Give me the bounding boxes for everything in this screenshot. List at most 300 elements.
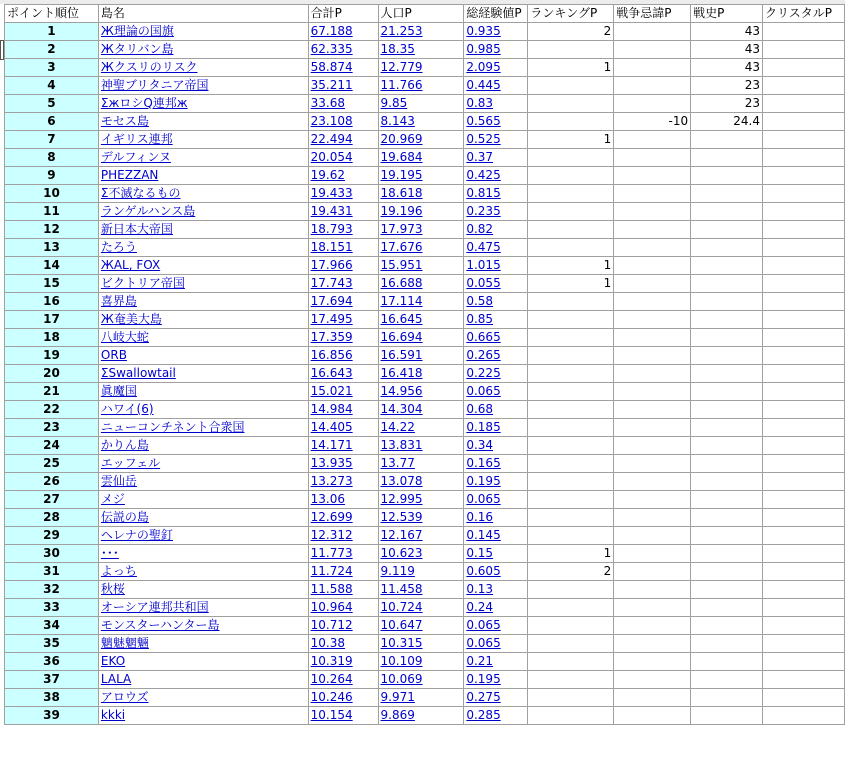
war-history-points-cell[interactable]: 43 — [691, 41, 763, 59]
experience-points-link[interactable]: 0.82 — [464, 221, 528, 239]
crystal-points-cell[interactable] — [762, 527, 844, 545]
war-history-points-cell[interactable] — [691, 419, 763, 437]
population-points-link[interactable]: 13.078 — [378, 473, 464, 491]
island-name-link[interactable]: 雲仙岳 — [98, 473, 308, 491]
war-dispute-points-cell[interactable] — [614, 563, 691, 581]
war-history-points-cell[interactable] — [691, 455, 763, 473]
rank-cell[interactable]: 38 — [5, 689, 99, 707]
population-points-link[interactable]: 11.766 — [378, 77, 464, 95]
island-name-link[interactable]: 秋桜 — [98, 581, 308, 599]
rank-cell[interactable]: 6 — [5, 113, 99, 131]
ranking-points-cell[interactable] — [528, 491, 614, 509]
rank-cell[interactable]: 13 — [5, 239, 99, 257]
population-points-link[interactable]: 19.195 — [378, 167, 464, 185]
population-points-link[interactable]: 15.951 — [378, 257, 464, 275]
war-history-points-cell[interactable] — [691, 581, 763, 599]
war-history-points-cell[interactable] — [691, 491, 763, 509]
rank-cell[interactable]: 25 — [5, 455, 99, 473]
war-dispute-points-cell[interactable] — [614, 167, 691, 185]
population-points-link[interactable]: 10.315 — [378, 635, 464, 653]
total-points-link[interactable]: 13.06 — [308, 491, 378, 509]
war-dispute-points-cell[interactable] — [614, 473, 691, 491]
island-name-link[interactable]: モセス島 — [98, 113, 308, 131]
ranking-points-cell[interactable] — [528, 167, 614, 185]
war-dispute-points-cell[interactable] — [614, 347, 691, 365]
ranking-points-cell[interactable]: 2 — [528, 563, 614, 581]
island-name-link[interactable]: ビクトリア帝国 — [98, 275, 308, 293]
total-points-link[interactable]: 22.494 — [308, 131, 378, 149]
crystal-points-cell[interactable] — [762, 185, 844, 203]
population-points-link[interactable]: 12.167 — [378, 527, 464, 545]
experience-points-link[interactable]: 0.13 — [464, 581, 528, 599]
total-points-link[interactable]: 10.712 — [308, 617, 378, 635]
population-points-link[interactable]: 10.109 — [378, 653, 464, 671]
ranking-points-cell[interactable] — [528, 77, 614, 95]
war-history-points-cell[interactable] — [691, 473, 763, 491]
ranking-points-cell[interactable] — [528, 617, 614, 635]
crystal-points-cell[interactable] — [762, 239, 844, 257]
ranking-points-cell[interactable] — [528, 221, 614, 239]
total-points-link[interactable]: 14.984 — [308, 401, 378, 419]
war-history-points-cell[interactable] — [691, 599, 763, 617]
ranking-points-cell[interactable] — [528, 383, 614, 401]
island-name-link[interactable]: かりん島 — [98, 437, 308, 455]
crystal-points-cell[interactable] — [762, 311, 844, 329]
experience-points-link[interactable]: 0.985 — [464, 41, 528, 59]
rank-cell[interactable]: 23 — [5, 419, 99, 437]
war-dispute-points-cell[interactable] — [614, 221, 691, 239]
crystal-points-cell[interactable] — [762, 221, 844, 239]
war-dispute-points-cell[interactable] — [614, 689, 691, 707]
experience-points-link[interactable]: 0.065 — [464, 617, 528, 635]
island-name-link[interactable]: たろう — [98, 239, 308, 257]
island-name-link[interactable]: ニューコンチネント合衆国 — [98, 419, 308, 437]
island-name-link[interactable]: よっち — [98, 563, 308, 581]
total-points-link[interactable]: 10.264 — [308, 671, 378, 689]
header-island[interactable]: 島名 — [98, 5, 308, 23]
population-points-link[interactable]: 14.304 — [378, 401, 464, 419]
war-history-points-cell[interactable] — [691, 671, 763, 689]
rank-cell[interactable]: 12 — [5, 221, 99, 239]
island-name-link[interactable]: 新日本大帝国 — [98, 221, 308, 239]
total-points-link[interactable]: 13.273 — [308, 473, 378, 491]
crystal-points-cell[interactable] — [762, 293, 844, 311]
ranking-points-cell[interactable] — [528, 41, 614, 59]
island-name-link[interactable]: 八岐大蛇 — [98, 329, 308, 347]
population-points-link[interactable]: 10.647 — [378, 617, 464, 635]
total-points-link[interactable]: 11.588 — [308, 581, 378, 599]
experience-points-link[interactable]: 0.565 — [464, 113, 528, 131]
war-history-points-cell[interactable] — [691, 275, 763, 293]
war-history-points-cell[interactable] — [691, 149, 763, 167]
island-name-link[interactable]: Ж奄美大島 — [98, 311, 308, 329]
experience-points-link[interactable]: 0.83 — [464, 95, 528, 113]
crystal-points-cell[interactable] — [762, 257, 844, 275]
population-points-link[interactable]: 9.85 — [378, 95, 464, 113]
population-points-link[interactable]: 19.684 — [378, 149, 464, 167]
ranking-points-cell[interactable]: 1 — [528, 545, 614, 563]
war-history-points-cell[interactable]: 43 — [691, 59, 763, 77]
population-points-link[interactable]: 18.35 — [378, 41, 464, 59]
experience-points-link[interactable]: 0.16 — [464, 509, 528, 527]
war-dispute-points-cell[interactable] — [614, 419, 691, 437]
ranking-points-cell[interactable]: 1 — [528, 257, 614, 275]
war-dispute-points-cell[interactable] — [614, 329, 691, 347]
war-history-points-cell[interactable] — [691, 329, 763, 347]
crystal-points-cell[interactable] — [762, 599, 844, 617]
experience-points-link[interactable]: 0.165 — [464, 455, 528, 473]
ranking-points-cell[interactable] — [528, 293, 614, 311]
ranking-points-cell[interactable]: 1 — [528, 131, 614, 149]
header-population[interactable]: 人口P — [378, 5, 464, 23]
total-points-link[interactable]: 14.171 — [308, 437, 378, 455]
war-history-points-cell[interactable]: 23 — [691, 77, 763, 95]
rank-cell[interactable]: 22 — [5, 401, 99, 419]
crystal-points-cell[interactable] — [762, 329, 844, 347]
total-points-link[interactable]: 17.359 — [308, 329, 378, 347]
ranking-points-cell[interactable] — [528, 95, 614, 113]
island-name-link[interactable]: ハワイ(6) — [98, 401, 308, 419]
war-dispute-points-cell[interactable] — [614, 41, 691, 59]
population-points-link[interactable]: 10.724 — [378, 599, 464, 617]
ranking-points-cell[interactable] — [528, 311, 614, 329]
ranking-points-cell[interactable] — [528, 581, 614, 599]
rank-cell[interactable]: 19 — [5, 347, 99, 365]
total-points-link[interactable]: 17.966 — [308, 257, 378, 275]
war-history-points-cell[interactable] — [691, 383, 763, 401]
crystal-points-cell[interactable] — [762, 491, 844, 509]
war-dispute-points-cell[interactable] — [614, 77, 691, 95]
war-dispute-points-cell[interactable] — [614, 653, 691, 671]
war-history-points-cell[interactable] — [691, 653, 763, 671]
island-name-link[interactable]: 伝説の島 — [98, 509, 308, 527]
island-name-link[interactable]: エッフェル — [98, 455, 308, 473]
total-points-link[interactable]: 19.431 — [308, 203, 378, 221]
experience-points-link[interactable]: 0.235 — [464, 203, 528, 221]
rank-cell[interactable]: 17 — [5, 311, 99, 329]
rank-cell[interactable]: 31 — [5, 563, 99, 581]
island-name-link[interactable]: アロウズ — [98, 689, 308, 707]
war-history-points-cell[interactable] — [691, 365, 763, 383]
war-history-points-cell[interactable]: 23 — [691, 95, 763, 113]
experience-points-link[interactable]: 0.195 — [464, 671, 528, 689]
crystal-points-cell[interactable] — [762, 689, 844, 707]
experience-points-link[interactable]: 0.275 — [464, 689, 528, 707]
total-points-link[interactable]: 10.246 — [308, 689, 378, 707]
rank-cell[interactable]: 7 — [5, 131, 99, 149]
population-points-link[interactable]: 19.196 — [378, 203, 464, 221]
rank-cell[interactable]: 37 — [5, 671, 99, 689]
total-points-link[interactable]: 62.335 — [308, 41, 378, 59]
war-dispute-points-cell[interactable] — [614, 581, 691, 599]
ranking-points-cell[interactable] — [528, 653, 614, 671]
population-points-link[interactable]: 9.119 — [378, 563, 464, 581]
ranking-points-cell[interactable] — [528, 635, 614, 653]
ranking-points-cell[interactable] — [528, 671, 614, 689]
ranking-points-cell[interactable] — [528, 185, 614, 203]
total-points-link[interactable]: 18.793 — [308, 221, 378, 239]
experience-points-link[interactable]: 0.065 — [464, 383, 528, 401]
war-dispute-points-cell[interactable] — [614, 509, 691, 527]
ranking-points-cell[interactable] — [528, 509, 614, 527]
rank-cell[interactable]: 18 — [5, 329, 99, 347]
population-points-link[interactable]: 10.069 — [378, 671, 464, 689]
rank-cell[interactable]: 33 — [5, 599, 99, 617]
rank-cell[interactable]: 34 — [5, 617, 99, 635]
war-history-points-cell[interactable] — [691, 707, 763, 725]
rank-cell[interactable]: 8 — [5, 149, 99, 167]
island-name-link[interactable]: Жクスリのリスク — [98, 59, 308, 77]
island-name-link[interactable]: PHEZZAN — [98, 167, 308, 185]
island-name-link[interactable]: オーシア連邦共和国 — [98, 599, 308, 617]
crystal-points-cell[interactable] — [762, 437, 844, 455]
total-points-link[interactable]: 17.694 — [308, 293, 378, 311]
total-points-link[interactable]: 12.699 — [308, 509, 378, 527]
rank-cell[interactable]: 1 — [5, 23, 99, 41]
war-dispute-points-cell[interactable] — [614, 23, 691, 41]
population-points-link[interactable]: 9.869 — [378, 707, 464, 725]
war-dispute-points-cell[interactable] — [614, 527, 691, 545]
island-name-link[interactable]: ORB — [98, 347, 308, 365]
population-points-link[interactable]: 20.969 — [378, 131, 464, 149]
war-dispute-points-cell[interactable] — [614, 95, 691, 113]
total-points-link[interactable]: 10.154 — [308, 707, 378, 725]
war-history-points-cell[interactable] — [691, 635, 763, 653]
total-points-link[interactable]: 12.312 — [308, 527, 378, 545]
war-dispute-points-cell[interactable] — [614, 437, 691, 455]
crystal-points-cell[interactable] — [762, 149, 844, 167]
total-points-link[interactable]: 11.724 — [308, 563, 378, 581]
total-points-link[interactable]: 35.211 — [308, 77, 378, 95]
island-name-link[interactable]: Жタリバン島 — [98, 41, 308, 59]
total-points-link[interactable]: 16.856 — [308, 347, 378, 365]
ranking-points-cell[interactable]: 2 — [528, 23, 614, 41]
war-dispute-points-cell[interactable] — [614, 671, 691, 689]
island-name-link[interactable]: デルフィンヌ — [98, 149, 308, 167]
rank-cell[interactable]: 36 — [5, 653, 99, 671]
ranking-points-cell[interactable] — [528, 347, 614, 365]
rank-cell[interactable]: 15 — [5, 275, 99, 293]
crystal-points-cell[interactable] — [762, 707, 844, 725]
rank-cell[interactable]: 27 — [5, 491, 99, 509]
ranking-points-cell[interactable]: 1 — [528, 275, 614, 293]
island-name-link[interactable]: 神聖ブリタニア帝国 — [98, 77, 308, 95]
crystal-points-cell[interactable] — [762, 653, 844, 671]
crystal-points-cell[interactable] — [762, 671, 844, 689]
experience-points-link[interactable]: 0.285 — [464, 707, 528, 725]
war-dispute-points-cell[interactable] — [614, 599, 691, 617]
population-points-link[interactable]: 18.618 — [378, 185, 464, 203]
crystal-points-cell[interactable] — [762, 383, 844, 401]
war-history-points-cell[interactable] — [691, 527, 763, 545]
population-points-link[interactable]: 11.458 — [378, 581, 464, 599]
ranking-points-cell[interactable] — [528, 599, 614, 617]
war-dispute-points-cell[interactable] — [614, 257, 691, 275]
war-history-points-cell[interactable] — [691, 509, 763, 527]
ranking-points-cell[interactable] — [528, 419, 614, 437]
header-experience[interactable]: 総経験値P — [464, 5, 528, 23]
population-points-link[interactable]: 8.143 — [378, 113, 464, 131]
total-points-link[interactable]: 20.054 — [308, 149, 378, 167]
crystal-points-cell[interactable] — [762, 113, 844, 131]
rank-cell[interactable]: 20 — [5, 365, 99, 383]
experience-points-link[interactable]: 0.68 — [464, 401, 528, 419]
war-dispute-points-cell[interactable] — [614, 59, 691, 77]
total-points-link[interactable]: 10.964 — [308, 599, 378, 617]
island-name-link[interactable]: ランゲルハンス島 — [98, 203, 308, 221]
crystal-points-cell[interactable] — [762, 509, 844, 527]
experience-points-link[interactable]: 0.34 — [464, 437, 528, 455]
header-ranking[interactable]: ランキングP — [528, 5, 614, 23]
island-name-link[interactable]: ЖAL, FOX — [98, 257, 308, 275]
total-points-link[interactable]: 33.68 — [308, 95, 378, 113]
war-dispute-points-cell[interactable] — [614, 311, 691, 329]
war-dispute-points-cell[interactable] — [614, 635, 691, 653]
crystal-points-cell[interactable] — [762, 365, 844, 383]
crystal-points-cell[interactable] — [762, 59, 844, 77]
island-name-link[interactable]: Σ不滅なるもの — [98, 185, 308, 203]
ranking-points-cell[interactable] — [528, 401, 614, 419]
war-history-points-cell[interactable] — [691, 311, 763, 329]
population-points-link[interactable]: 21.253 — [378, 23, 464, 41]
experience-points-link[interactable]: 0.055 — [464, 275, 528, 293]
experience-points-link[interactable]: 0.665 — [464, 329, 528, 347]
rank-cell[interactable]: 35 — [5, 635, 99, 653]
crystal-points-cell[interactable] — [762, 275, 844, 293]
experience-points-link[interactable]: 0.815 — [464, 185, 528, 203]
war-history-points-cell[interactable] — [691, 617, 763, 635]
crystal-points-cell[interactable] — [762, 347, 844, 365]
rank-cell[interactable]: 14 — [5, 257, 99, 275]
war-dispute-points-cell[interactable] — [614, 383, 691, 401]
rank-cell[interactable]: 21 — [5, 383, 99, 401]
population-points-link[interactable]: 16.591 — [378, 347, 464, 365]
war-history-points-cell[interactable] — [691, 239, 763, 257]
war-history-points-cell[interactable] — [691, 563, 763, 581]
total-points-link[interactable]: 67.188 — [308, 23, 378, 41]
war-dispute-points-cell[interactable] — [614, 617, 691, 635]
crystal-points-cell[interactable] — [762, 23, 844, 41]
population-points-link[interactable]: 12.539 — [378, 509, 464, 527]
crystal-points-cell[interactable] — [762, 203, 844, 221]
rank-cell[interactable]: 26 — [5, 473, 99, 491]
war-dispute-points-cell[interactable] — [614, 455, 691, 473]
experience-points-link[interactable]: 0.065 — [464, 635, 528, 653]
population-points-link[interactable]: 10.623 — [378, 545, 464, 563]
crystal-points-cell[interactable] — [762, 131, 844, 149]
crystal-points-cell[interactable] — [762, 167, 844, 185]
experience-points-link[interactable]: 2.095 — [464, 59, 528, 77]
rank-cell[interactable]: 24 — [5, 437, 99, 455]
experience-points-link[interactable]: 1.015 — [464, 257, 528, 275]
population-points-link[interactable]: 14.22 — [378, 419, 464, 437]
header-total[interactable]: 合計P — [308, 5, 378, 23]
population-points-link[interactable]: 16.694 — [378, 329, 464, 347]
experience-points-link[interactable]: 0.58 — [464, 293, 528, 311]
crystal-points-cell[interactable] — [762, 635, 844, 653]
crystal-points-cell[interactable] — [762, 77, 844, 95]
war-history-points-cell[interactable] — [691, 347, 763, 365]
island-name-link[interactable]: Ж理論の国旗 — [98, 23, 308, 41]
experience-points-link[interactable]: 0.185 — [464, 419, 528, 437]
total-points-link[interactable]: 10.38 — [308, 635, 378, 653]
population-points-link[interactable]: 14.956 — [378, 383, 464, 401]
experience-points-link[interactable]: 0.24 — [464, 599, 528, 617]
rank-cell[interactable]: 2 — [5, 41, 99, 59]
population-points-link[interactable]: 13.831 — [378, 437, 464, 455]
experience-points-link[interactable]: 0.195 — [464, 473, 528, 491]
rank-cell[interactable]: 32 — [5, 581, 99, 599]
header-rank[interactable]: ポイント順位 — [5, 5, 99, 23]
experience-points-link[interactable]: 0.145 — [464, 527, 528, 545]
war-dispute-points-cell[interactable] — [614, 275, 691, 293]
experience-points-link[interactable]: 0.445 — [464, 77, 528, 95]
war-dispute-points-cell[interactable] — [614, 707, 691, 725]
total-points-link[interactable]: 18.151 — [308, 239, 378, 257]
population-points-link[interactable]: 12.995 — [378, 491, 464, 509]
war-dispute-points-cell[interactable] — [614, 131, 691, 149]
total-points-link[interactable]: 19.433 — [308, 185, 378, 203]
population-points-link[interactable]: 17.676 — [378, 239, 464, 257]
war-dispute-points-cell[interactable] — [614, 545, 691, 563]
crystal-points-cell[interactable] — [762, 401, 844, 419]
island-name-link[interactable]: ヘレナの聖釘 — [98, 527, 308, 545]
ranking-points-cell[interactable] — [528, 203, 614, 221]
war-dispute-points-cell[interactable] — [614, 203, 691, 221]
war-history-points-cell[interactable] — [691, 293, 763, 311]
ranking-points-cell[interactable] — [528, 329, 614, 347]
war-history-points-cell[interactable] — [691, 689, 763, 707]
ranking-points-cell[interactable] — [528, 455, 614, 473]
war-history-points-cell[interactable] — [691, 167, 763, 185]
island-name-link[interactable]: 喜界島 — [98, 293, 308, 311]
war-history-points-cell[interactable] — [691, 437, 763, 455]
war-history-points-cell[interactable] — [691, 257, 763, 275]
island-name-link[interactable]: ΣжロシQ連邦ж — [98, 95, 308, 113]
war-history-points-cell[interactable]: 24.4 — [691, 113, 763, 131]
ranking-points-cell[interactable] — [528, 689, 614, 707]
crystal-points-cell[interactable] — [762, 617, 844, 635]
crystal-points-cell[interactable] — [762, 545, 844, 563]
experience-points-link[interactable]: 0.225 — [464, 365, 528, 383]
total-points-link[interactable]: 10.319 — [308, 653, 378, 671]
experience-points-link[interactable]: 0.265 — [464, 347, 528, 365]
rank-cell[interactable]: 5 — [5, 95, 99, 113]
crystal-points-cell[interactable] — [762, 473, 844, 491]
war-history-points-cell[interactable] — [691, 401, 763, 419]
crystal-points-cell[interactable] — [762, 563, 844, 581]
ranking-points-cell[interactable] — [528, 527, 614, 545]
header-war-history[interactable]: 戦史P — [691, 5, 763, 23]
ranking-points-cell[interactable] — [528, 113, 614, 131]
ranking-points-cell[interactable] — [528, 473, 614, 491]
experience-points-link[interactable]: 0.15 — [464, 545, 528, 563]
experience-points-link[interactable]: 0.37 — [464, 149, 528, 167]
war-history-points-cell[interactable] — [691, 221, 763, 239]
total-points-link[interactable]: 19.62 — [308, 167, 378, 185]
rank-cell[interactable]: 16 — [5, 293, 99, 311]
rank-cell[interactable]: 39 — [5, 707, 99, 725]
island-name-link[interactable]: モンスターハンター島 — [98, 617, 308, 635]
total-points-link[interactable]: 23.108 — [308, 113, 378, 131]
total-points-link[interactable]: 11.773 — [308, 545, 378, 563]
rank-cell[interactable]: 29 — [5, 527, 99, 545]
population-points-link[interactable]: 16.645 — [378, 311, 464, 329]
header-crystal[interactable]: クリスタルP — [762, 5, 844, 23]
war-dispute-points-cell[interactable] — [614, 293, 691, 311]
total-points-link[interactable]: 13.935 — [308, 455, 378, 473]
war-history-points-cell[interactable] — [691, 185, 763, 203]
